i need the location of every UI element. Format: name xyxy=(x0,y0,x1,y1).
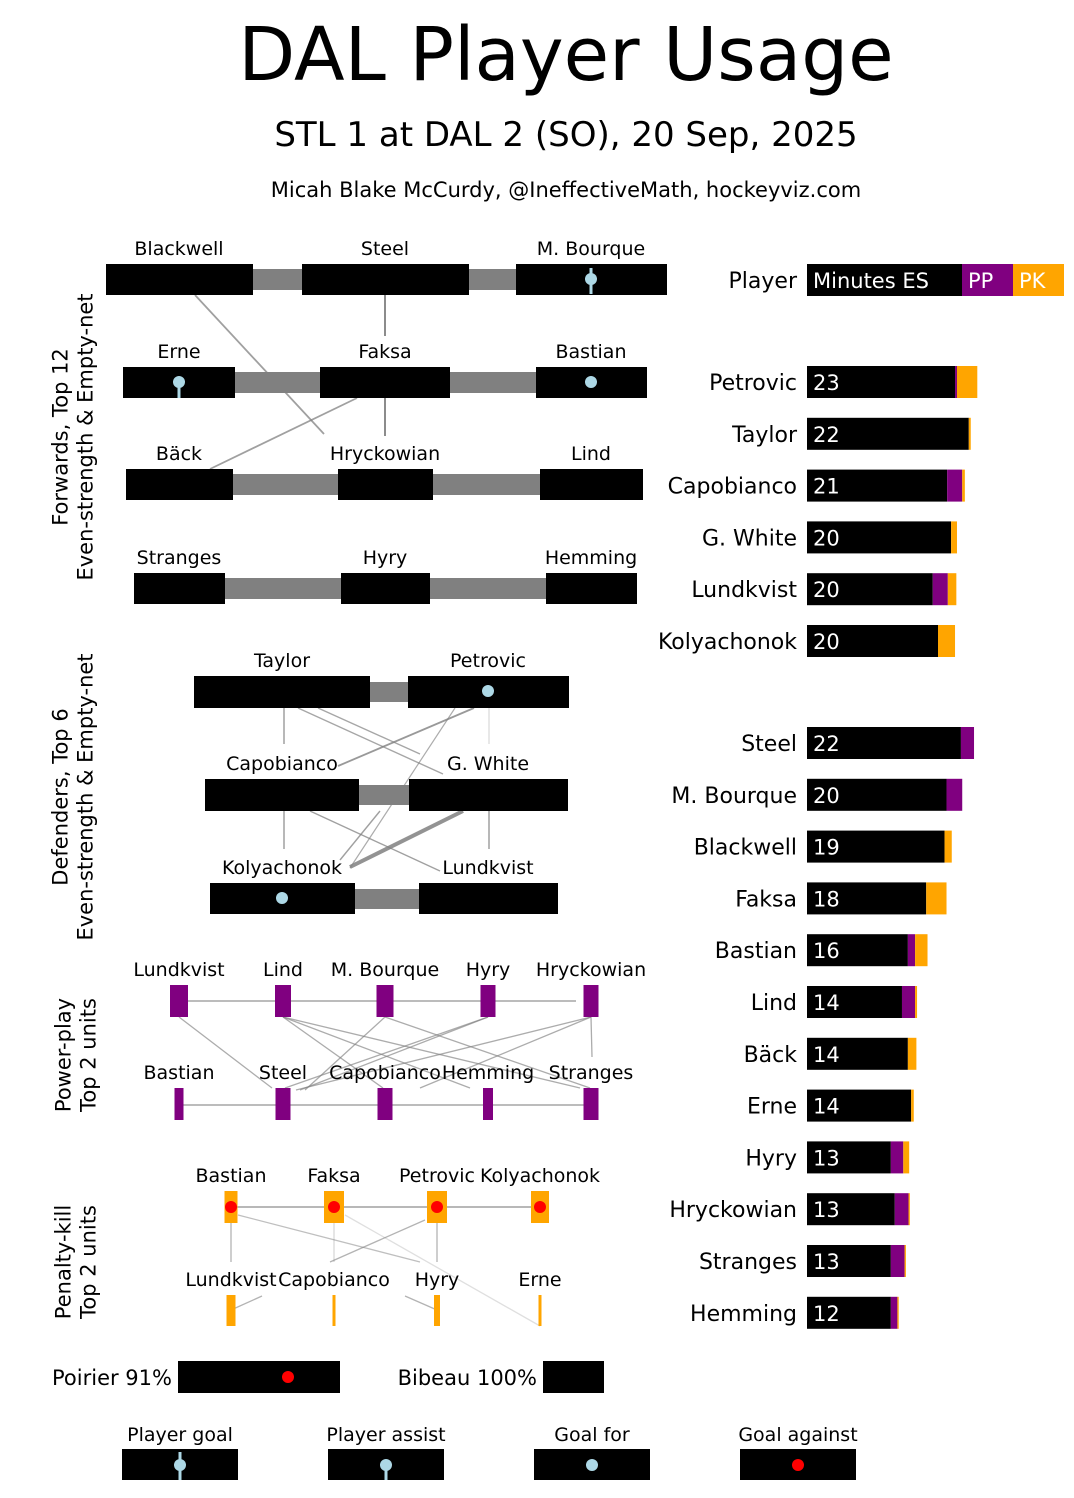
goal-against-marker xyxy=(328,1201,340,1213)
player-label: Capobianco xyxy=(278,1269,390,1291)
pair-chemistry-bar xyxy=(370,682,408,702)
bar-player-name: Hyry xyxy=(745,1146,797,1172)
linemate-link xyxy=(231,1296,262,1310)
bar-player-name: Blackwell xyxy=(693,835,797,861)
bar-pk xyxy=(903,1141,909,1173)
bar-value-label: 22 xyxy=(813,422,840,447)
player-box xyxy=(546,573,637,604)
bar-player-name: Lind xyxy=(750,991,797,1016)
pp-player-box xyxy=(170,985,188,1017)
player-box xyxy=(134,573,225,604)
chart-title: DAL Player Usage xyxy=(238,12,894,98)
player-assist-marker xyxy=(380,1459,392,1471)
bar-pp xyxy=(955,366,957,398)
player-label: Kolyachonok xyxy=(221,857,343,879)
player-box xyxy=(106,264,253,295)
bar-pk xyxy=(945,831,952,863)
player-label: Bastian xyxy=(555,341,627,363)
player-label: G. White xyxy=(446,753,530,775)
bar-pp xyxy=(891,1245,905,1277)
pp-player-box xyxy=(377,985,394,1017)
bar-pk xyxy=(915,986,917,1018)
legend-player-label: Player xyxy=(728,269,797,294)
section-labels xyxy=(49,293,101,1319)
bar-value-label: 23 xyxy=(813,371,840,395)
bar-value-label: 20 xyxy=(813,578,840,603)
event-legend-label: Player goal xyxy=(127,1424,233,1446)
bar-player-name: Taylor xyxy=(732,422,797,448)
goalie-label: Bibeau 100% xyxy=(397,1366,537,1390)
player-label: Hemming xyxy=(441,1062,535,1084)
bar-pp xyxy=(961,727,974,759)
section-label-line: Top 2 units xyxy=(76,998,101,1112)
pp-player-box xyxy=(275,985,291,1017)
linemate-link xyxy=(195,295,324,434)
event-legend-label: Goal against xyxy=(738,1424,858,1446)
player-box xyxy=(419,883,558,914)
section-label-defenders xyxy=(49,653,98,940)
pk-player-box xyxy=(227,1295,236,1326)
player-box xyxy=(194,676,370,708)
bar-pk xyxy=(962,470,965,502)
bar-player-name: Petrovic xyxy=(709,371,797,396)
goalie-label: Poirier 91% xyxy=(52,1366,172,1390)
player-label: Capobianco xyxy=(329,1062,441,1084)
bar-player-name: Hemming xyxy=(690,1301,797,1327)
bar-pp xyxy=(891,1141,903,1173)
bar-value-label: 14 xyxy=(813,991,840,1015)
bar-value-label: 19 xyxy=(813,835,840,860)
bar-pp xyxy=(933,573,948,605)
chart-credit: Micah Blake McCurdy, @IneffectiveMath, hockeyviz.com xyxy=(270,178,862,202)
bar-pp xyxy=(908,934,915,966)
goal-for-marker xyxy=(585,376,597,388)
section-label-line: Even-strength & Empty-net xyxy=(73,293,98,581)
player-label: Taylor xyxy=(253,650,311,672)
legend-pk-label: PK xyxy=(1019,269,1046,293)
bar-value-label: 16 xyxy=(813,939,840,964)
player-label: Steel xyxy=(360,238,410,260)
line-chemistry-bar xyxy=(430,578,546,599)
section-label-powerplay xyxy=(52,998,101,1113)
section-label-penaltykill xyxy=(52,1205,101,1320)
linemate-link xyxy=(405,1296,437,1310)
linemate-link xyxy=(330,1220,425,1262)
bar-player-name: Faksa xyxy=(735,887,797,913)
bar-pp xyxy=(891,1297,898,1329)
bar-value-label: 14 xyxy=(813,1094,840,1119)
player-box xyxy=(409,779,568,811)
section-label-line: Penalty-kill xyxy=(51,1204,76,1320)
bar-value-label: 12 xyxy=(813,1301,840,1326)
player-box xyxy=(341,573,430,604)
player-label: M. Bourque xyxy=(330,959,440,981)
pp-player-box xyxy=(483,1088,493,1120)
bar-value-label: 13 xyxy=(813,1250,840,1274)
pp-player-box xyxy=(276,1088,291,1120)
player-label: Hyry xyxy=(465,959,511,981)
bar-player-name: M. Bourque xyxy=(671,783,797,809)
player-box xyxy=(302,264,469,295)
bar-pp xyxy=(902,986,915,1018)
legend-es-label: Minutes ES xyxy=(813,269,929,293)
section-label-line: Defenders, Top 6 xyxy=(48,708,73,886)
pk-player-box xyxy=(333,1295,336,1326)
section-label-forwards xyxy=(49,293,98,580)
usage-bars xyxy=(658,264,1064,1329)
player-label: Erne xyxy=(518,1269,562,1291)
goal-against-marker xyxy=(225,1201,237,1213)
player-label: Faksa xyxy=(307,1165,361,1187)
chart-subtitle: STL 1 at DAL 2 (SO), 20 Sep, 2025 xyxy=(274,115,858,155)
bar-player-name: Lundkvist xyxy=(691,578,797,604)
bar-pk xyxy=(897,1297,898,1329)
player-label: Lundkvist xyxy=(442,857,534,879)
bar-pk xyxy=(911,1090,914,1122)
bar-pp xyxy=(947,470,962,502)
pk-player-box xyxy=(539,1295,542,1326)
goalie-usage xyxy=(52,1361,604,1393)
player-label: Faksa xyxy=(358,341,412,363)
bar-value-label: 18 xyxy=(813,887,840,912)
player-label: Lind xyxy=(263,959,303,981)
goal-for-marker xyxy=(276,892,288,904)
player-label: Hryckowian xyxy=(535,959,647,981)
bar-pk xyxy=(938,625,955,657)
line-chemistry-bar xyxy=(225,578,341,599)
player-label: Capobianco xyxy=(226,753,338,775)
player-box xyxy=(126,469,233,500)
linemate-link xyxy=(318,708,420,754)
bar-pk xyxy=(951,521,957,553)
event-legend-label: Goal for xyxy=(554,1424,630,1446)
section-label-line: Power-play xyxy=(51,997,76,1113)
section-label-line: Forwards, Top 12 xyxy=(48,348,73,526)
bar-pk xyxy=(926,882,946,914)
pair-chemistry-bar xyxy=(355,889,419,909)
player-label: Bastian xyxy=(195,1165,267,1187)
player-label: Erne xyxy=(157,341,201,363)
pp-player-box xyxy=(584,1088,599,1120)
bar-value-label: 14 xyxy=(813,1042,840,1067)
pp-player-box xyxy=(481,985,496,1017)
bar-value-label: 13 xyxy=(813,1198,840,1223)
linemate-link xyxy=(591,1017,592,1057)
player-label: Kolyachonok xyxy=(479,1165,601,1187)
player-label: Hyry xyxy=(362,547,408,569)
bar-player-name: Capobianco xyxy=(667,474,797,500)
player-box xyxy=(338,469,433,500)
bar-value-label: 22 xyxy=(813,732,840,756)
bar-pk xyxy=(957,366,977,398)
line-chemistry-bar xyxy=(469,269,516,290)
goal-for-marker xyxy=(482,685,494,697)
goal-for-marker xyxy=(586,1459,598,1471)
bar-player-name: G. White xyxy=(701,526,797,552)
player-goal-marker xyxy=(174,1459,186,1471)
player-label: Hyry xyxy=(414,1269,460,1291)
player-label: Steel xyxy=(258,1062,308,1084)
player-label: Bäck xyxy=(155,443,203,465)
goalie-bar xyxy=(178,1361,340,1393)
goal-for-marker xyxy=(585,273,597,285)
player-label: Stranges xyxy=(136,547,222,569)
line-chemistry-bar xyxy=(235,372,320,393)
goal-against-marker xyxy=(534,1201,546,1213)
bar-value-label: 13 xyxy=(813,1146,840,1171)
pp-player-box xyxy=(378,1088,393,1120)
goal-against-marker xyxy=(282,1371,294,1383)
player-label: Bastian xyxy=(143,1062,215,1084)
bar-player-name: Hryckowian xyxy=(669,1198,797,1224)
bar-player-name: Erne xyxy=(746,1094,797,1120)
player-label: Petrovic xyxy=(450,650,526,672)
player-label: M. Bourque xyxy=(536,238,646,260)
goal-against-marker xyxy=(792,1459,804,1471)
bar-pk xyxy=(915,934,927,966)
bar-pk xyxy=(909,1193,910,1225)
player-label: Stranges xyxy=(548,1062,634,1084)
player-box xyxy=(540,469,643,500)
bar-pk xyxy=(905,1245,906,1277)
bar-value-label: 20 xyxy=(813,630,840,654)
bar-value-label: 21 xyxy=(813,474,840,499)
bar-pp xyxy=(895,1193,909,1225)
section-label-line: Top 2 units xyxy=(76,1205,101,1319)
goalie-bar xyxy=(543,1361,604,1393)
goal-against-marker xyxy=(431,1201,443,1213)
bar-value-label: 20 xyxy=(813,783,840,808)
player-label: Lundkvist xyxy=(185,1269,277,1291)
bar-pk xyxy=(908,1038,917,1070)
bar-pk xyxy=(969,418,971,450)
player-box xyxy=(320,367,450,398)
bar-value-label: 20 xyxy=(813,526,840,551)
line-chemistry-bar xyxy=(433,474,540,495)
bar-player-name: Steel xyxy=(741,732,797,757)
event-legend-label: Player assist xyxy=(326,1424,446,1446)
pk-player-box xyxy=(434,1295,440,1326)
player-label: Lundkvist xyxy=(133,959,225,981)
goal-for-marker xyxy=(173,376,185,388)
bar-player-name: Bastian xyxy=(714,939,797,965)
pp-player-box xyxy=(584,985,599,1017)
event-legend xyxy=(122,1424,858,1480)
bar-player-name: Bäck xyxy=(743,1042,797,1068)
player-label: Hemming xyxy=(544,547,638,569)
player-box xyxy=(205,779,359,811)
line-chemistry-bar xyxy=(253,269,302,290)
player-label: Petrovic xyxy=(399,1165,475,1187)
player-label: Lind xyxy=(571,443,611,465)
player-label: Hryckowian xyxy=(329,443,441,465)
bar-player-name: Kolyachonok xyxy=(657,630,797,655)
line-chemistry-bar xyxy=(450,372,536,393)
pair-chemistry-bar xyxy=(359,785,409,805)
line-chemistry-bar xyxy=(233,474,338,495)
player-label: Blackwell xyxy=(134,238,224,260)
bar-player-name: Stranges xyxy=(698,1250,797,1275)
section-label-line: Even-strength & Empty-net xyxy=(73,653,98,941)
legend-pp-label: PP xyxy=(968,269,994,293)
bar-pk xyxy=(948,573,957,605)
bar-pp xyxy=(947,779,963,811)
pp-player-box xyxy=(175,1088,184,1120)
